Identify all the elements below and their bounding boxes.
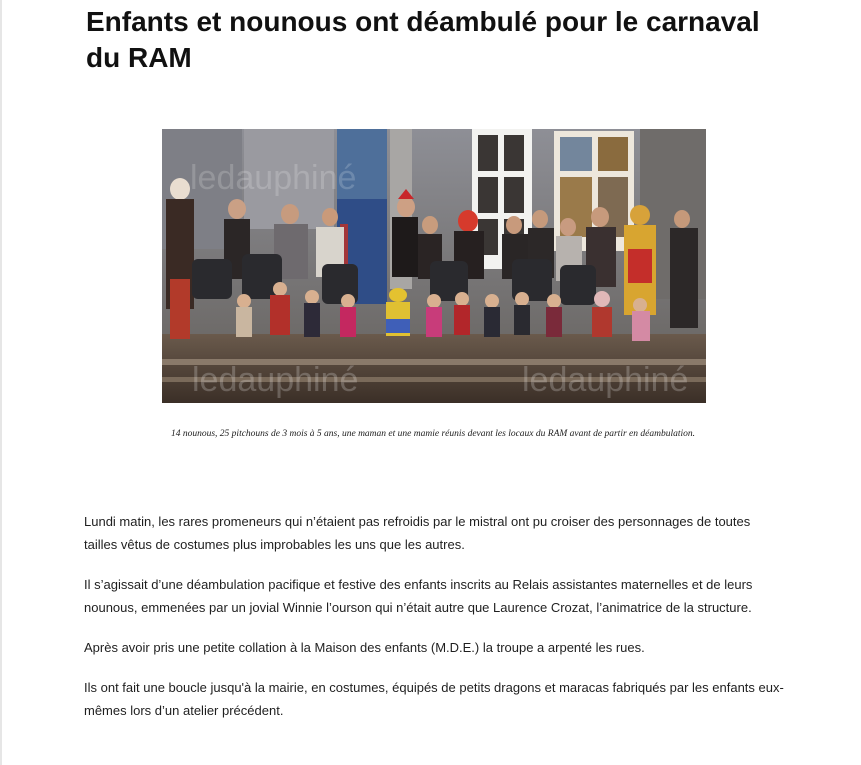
article-title: Enfants et nounous ont déambulé pour le carnaval du RAM xyxy=(86,6,760,73)
article-paragraph: Lundi matin, les rares promeneurs qui n’étaient pas refroidis par le mistral ont pu croiser des personnages de toutes tailles vêtus de costumes plus improbables les uns que les autres. xyxy=(84,514,751,552)
article-photo xyxy=(162,129,706,403)
article-paragraph: Ils ont fait une boucle jusqu'à la mairie, en costumes, équipés de petits dragons et maracas fabriqués par les enfants eux-mêmes lors d’un atelier précédent. xyxy=(84,680,784,718)
article-paragraph: Il s’agissait d’une déambulation pacifique et festive des enfants inscrits au Relais assistantes maternelles et de leurs nounous, emmenées par un jovial Winnie l’ourson qui n’était autre que Laurence Crozat, l’animatrice de la structure. xyxy=(84,577,753,615)
page-edge-rule xyxy=(0,0,2,765)
photo-watermark-bottom-right: ledauphiné xyxy=(522,361,689,399)
photo-watermark-top: ledauphiné xyxy=(190,159,357,197)
article-paragraph: Après avoir pris une petite collation à la Maison des enfants (M.D.E.) la troupe a arpenté les rues. xyxy=(84,640,645,655)
photo-caption: 14 nounous, 25 pitchouns de 3 mois à 5 ans, une maman et une mamie réunis devant les locaux du RAM avant de partir en déambulation. xyxy=(170,429,695,439)
article-body xyxy=(84,510,784,739)
photo-watermark-bottom-left: ledauphiné xyxy=(192,361,359,399)
group-photo-illustration xyxy=(162,129,706,403)
